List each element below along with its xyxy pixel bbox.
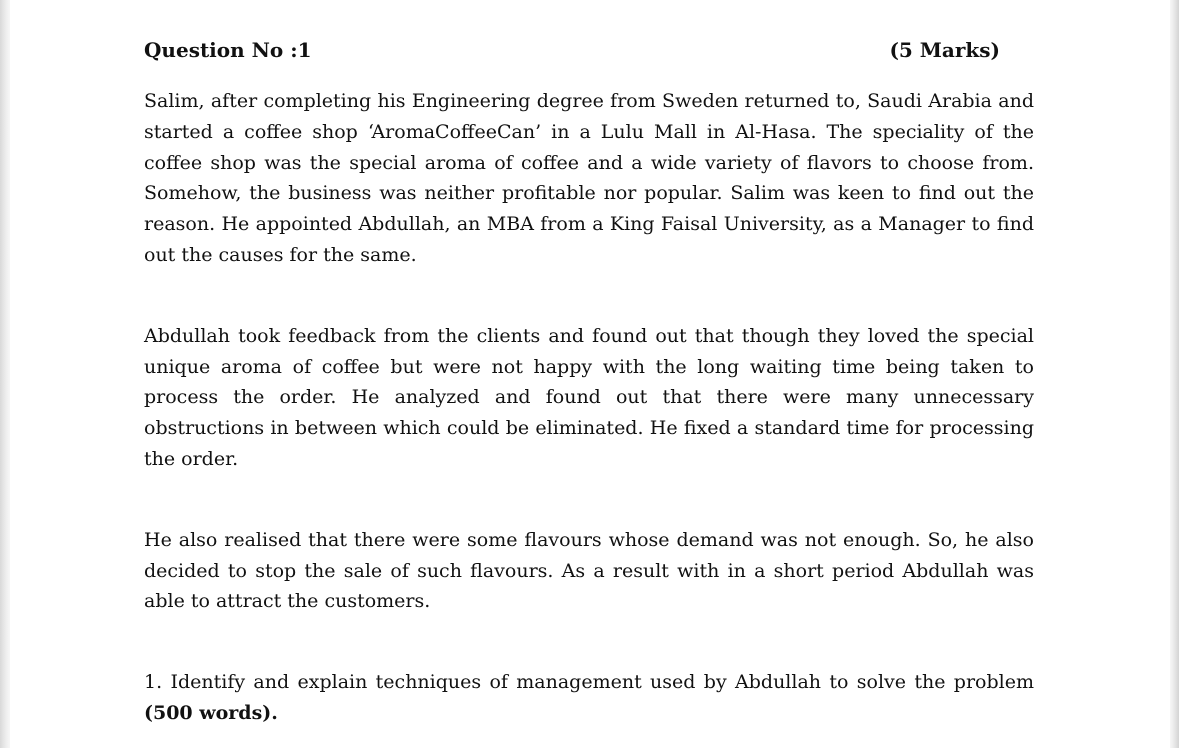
document-page bbox=[10, 0, 1170, 748]
case-paragraph-3: He also realised that there were some flavours whose demand was not enough. So, he also decided to stop the sale of such flavours. As a result with in a short period Abdullah was able to attract the customers. bbox=[144, 528, 1034, 613]
task-text: 1. Identify and explain techniques of management used by Abdullah to solve the problem bbox=[144, 671, 1034, 694]
question-header bbox=[144, 34, 1000, 66]
question-title: Question No :1 bbox=[144, 38, 312, 62]
task-question bbox=[144, 667, 1034, 729]
case-paragraph-1: Salim, after completing his Engineering degree from Sweden returned to, Saudi Arabia and started a coffee shop ‘AromaCoffeeCan’ in a Lulu Mall in Al-Hasa. The speciality of the coffee shop was the special aroma of coffee and a wide variety of flavors to choose from. Somehow, the business was neither profitable nor popular. Salim was keen to find out the reason. He appointed Abdullah, an MBA from a King Faisal University, as a Manager to find out the causes for the same. bbox=[144, 90, 1034, 266]
task-word-limit: (500 words). bbox=[144, 701, 278, 724]
case-paragraph-2: Abdullah took feedback from the clients and found out that though they loved the special unique aroma of coffee but were not happy with the long waiting time being taken to process the order. He analyzed and found out that there were many unnecessary obstructions in between which could be eliminated. He fixed a standard time for processing the order. bbox=[144, 324, 1034, 470]
page-shadow-left bbox=[0, 0, 10, 748]
document-body bbox=[144, 34, 1034, 729]
question-marks: (5 Marks) bbox=[889, 38, 1000, 62]
page-shadow-right bbox=[1170, 0, 1179, 748]
